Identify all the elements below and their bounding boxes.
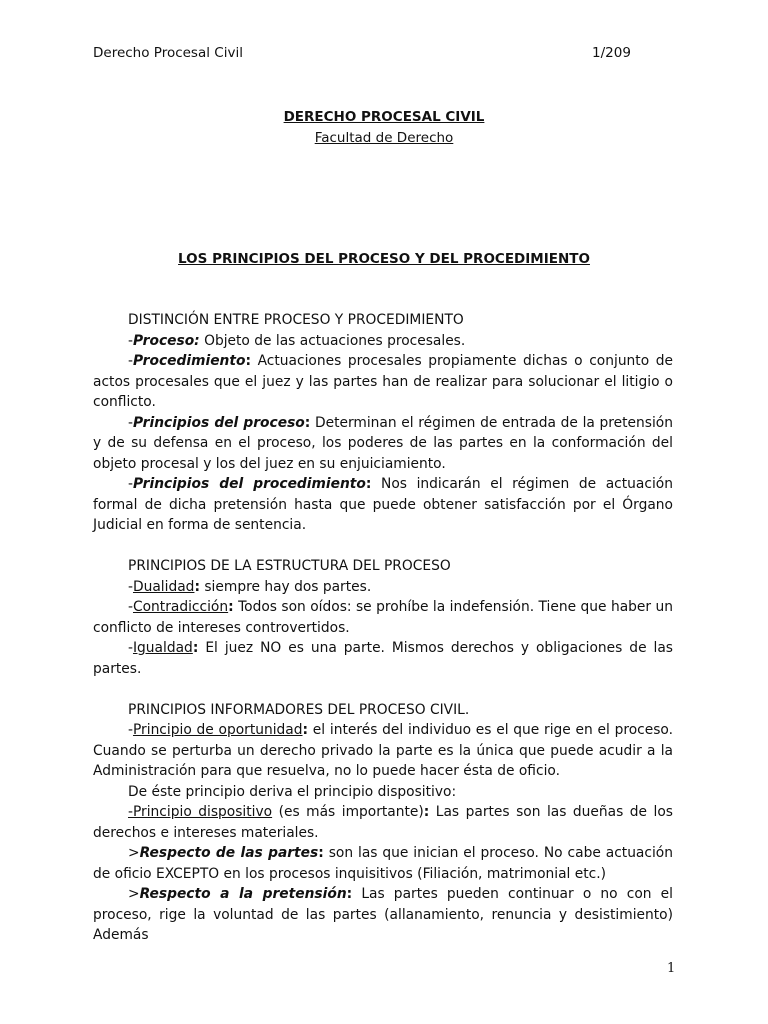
paragraph-procedimiento: -Procedimiento: Actuaciones procesales propiamente dichas o conjunto de actos procesales que el juez y las partes han de realizar para solucionar el litigio o conflicto. bbox=[93, 353, 673, 410]
heading-distincion: DISTINCIÓN ENTRE PROCESO Y PROCEDIMIENTO bbox=[128, 312, 464, 328]
document-subtitle: Facultad de Derecho bbox=[314, 130, 454, 146]
section-title: LOS PRINCIPIOS DEL PROCESO Y DEL PROCEDIMIENTO bbox=[178, 251, 590, 267]
document-body bbox=[93, 310, 673, 946]
running-header-page: 1/209 bbox=[592, 45, 631, 61]
paragraph-dispositivo: -Principio dispositivo (es más importante): Las partes son las dueñas de los derechos e intereses materiales. bbox=[93, 804, 673, 841]
paragraph-respecto-partes: >Respecto de las partes: son las que inician el proceso. No cabe actuación de oficio EXCEPTO en los procesos inquisitivos (Filiación, matrimonial etc.) bbox=[93, 845, 673, 882]
paragraph-principios-procedimiento: -Principios del procedimiento: Nos indicarán el régimen de actuación formal de dicha pretensión hasta que puede obtener satisfacción por el Órgano Judicial en forma de sentencia. bbox=[93, 476, 673, 533]
paragraph-respecto-pretension: >Respecto a la pretensión: Las partes pueden continuar o no con el proceso, rige la voluntad de las partes (allanamiento, renuncia y desistimiento) Además bbox=[93, 886, 673, 943]
heading-informadores: PRINCIPIOS INFORMADORES DEL PROCESO CIVIL. bbox=[128, 701, 470, 718]
paragraph-oportunidad: -Principio de oportunidad: el interés del individuo es el que rige en el proceso. Cuando se perturba un derecho privado la parte es la única que puede acudir a la Administración para que resuelva, no lo puede hacer ésta de oficio. bbox=[93, 722, 673, 779]
paragraph-dualidad: -Dualidad: siempre hay dos partes. bbox=[128, 578, 372, 595]
paragraph-contradiccion: -Contradicción: Todos son oídos: se prohíbe la indefensión. Tiene que haber un conflicto de intereses controvertidos. bbox=[93, 599, 673, 636]
running-header-title: Derecho Procesal Civil bbox=[93, 45, 243, 61]
page-number: 1 bbox=[667, 961, 676, 976]
paragraph-deriva: De éste principio deriva el principio dispositivo: bbox=[128, 783, 457, 800]
document-title: DERECHO PROCESAL CIVIL bbox=[283, 109, 485, 125]
heading-estructura: PRINCIPIOS DE LA ESTRUCTURA DEL PROCESO bbox=[128, 558, 451, 574]
paragraph-principios-proceso: -Principios del proceso: Determinan el régimen de entrada de la pretensión y de su defensa en el proceso, los poderes de las partes en la conformación del objeto procesal y los del juez en su enjuiciamiento. bbox=[93, 414, 673, 472]
paragraph-igualdad: -Igualdad: El juez NO es una parte. Mismos derechos y obligaciones de las partes. bbox=[93, 640, 673, 677]
paragraph-proceso: -Proceso: Objeto de las actuaciones procesales. bbox=[128, 332, 466, 349]
